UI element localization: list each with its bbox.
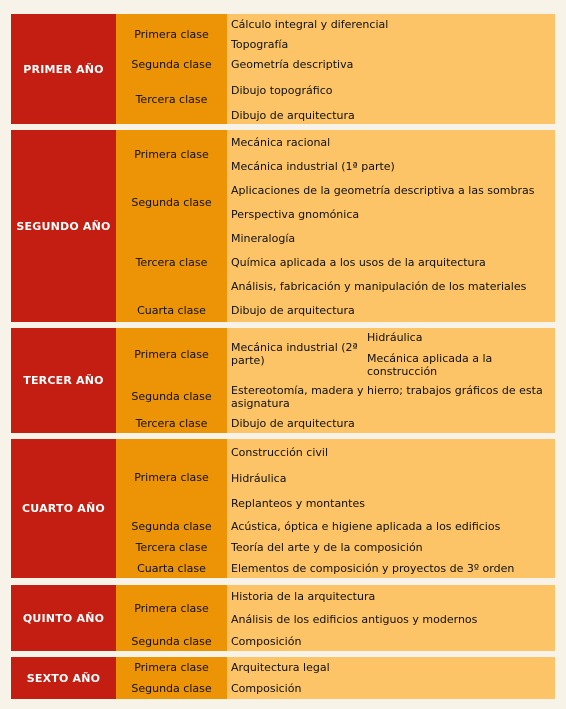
subject: Dibujo de arquitectura [227, 106, 555, 124]
subject: Replanteos y montantes [227, 491, 555, 516]
year-label: SEGUNDO AÑO [11, 130, 116, 322]
class-label: Segunda clase [116, 54, 227, 74]
subject: Hidráulica [367, 330, 423, 344]
class-label: Cuarta clase [116, 558, 227, 578]
subject: Análisis de los edificios antiguos y modernos [227, 608, 555, 631]
subject: Hidráulica [227, 465, 555, 491]
class-label: Primera clase [116, 585, 227, 631]
subject: Elementos de composición y proyectos de 3º orden [227, 558, 555, 578]
subject: Aplicaciones de la geometría descriptiva a las sombras [227, 178, 555, 202]
class-label: Primera clase [116, 657, 227, 678]
subject: Acústica, óptica e higiene aplicada a los edificios [227, 516, 555, 537]
subject: Arquitectura legal [227, 657, 555, 678]
subject: Química aplicada a los usos de la arquitectura [227, 250, 555, 274]
class-label: Segunda clase [116, 678, 227, 699]
subject: Composición [227, 631, 555, 651]
class-label: Tercera clase [116, 537, 227, 558]
subject: Teoría del arte y de la composición [227, 537, 555, 558]
subject: Mecánica industrial (1ª parte) [227, 154, 555, 178]
subject: Perspectiva gnomónica [227, 202, 555, 226]
class-label: Primera clase [116, 130, 227, 178]
subject: Mineralogía [227, 226, 555, 250]
class-label: Segunda clase [116, 516, 227, 537]
subject: Composición [227, 678, 555, 699]
year-label: SEXTO AÑO [11, 657, 116, 699]
subject: Construcción civil [227, 439, 555, 465]
subject: Geometría descriptiva [227, 54, 555, 74]
class-label: Tercera clase [116, 74, 227, 124]
class-label: Primera clase [116, 328, 227, 380]
year-block-1 [11, 14, 555, 124]
subject: Mecánica racional [227, 130, 555, 154]
subject: Cálculo integral y diferencial [227, 14, 555, 34]
subject: Historia de la arquitectura [227, 585, 555, 608]
subject: Mecánica aplicada a la construcción [367, 351, 493, 378]
year-block-6 [11, 657, 555, 699]
year-label: QUINTO AÑO [11, 585, 116, 651]
year-label: CUARTO AÑO [11, 439, 116, 578]
subject: Dibujo de arquitectura [227, 413, 555, 433]
subject: Estereotomía, madera y hierro; trabajos gráficos de esta asignatura [227, 380, 555, 413]
class-label: Segunda clase [116, 631, 227, 651]
class-label: Tercera clase [116, 413, 227, 433]
subject: Mecánica industrial (2ª parte) [231, 341, 358, 367]
class-label: Primera clase [116, 14, 227, 54]
subject: Dibujo de arquitectura [227, 298, 555, 322]
year-label: TERCER AÑO [11, 328, 116, 433]
class-label: Cuarta clase [116, 298, 227, 322]
class-label: Segunda clase [116, 380, 227, 413]
subject: Dibujo topográfico [227, 74, 555, 106]
subject: Topografía [227, 34, 555, 54]
subject-split [227, 328, 555, 380]
year-label: PRIMER AÑO [11, 14, 116, 124]
subject: Análisis, fabricación y manipulación de los materiales [227, 274, 555, 298]
class-label: Segunda clase [116, 178, 227, 226]
year-block-5 [11, 585, 555, 651]
class-label: Tercera clase [116, 226, 227, 298]
class-label: Primera clase [116, 439, 227, 516]
year-block-2 [11, 130, 555, 322]
year-block-3 [11, 328, 555, 433]
year-block-4 [11, 439, 555, 578]
subject-group [363, 331, 555, 378]
